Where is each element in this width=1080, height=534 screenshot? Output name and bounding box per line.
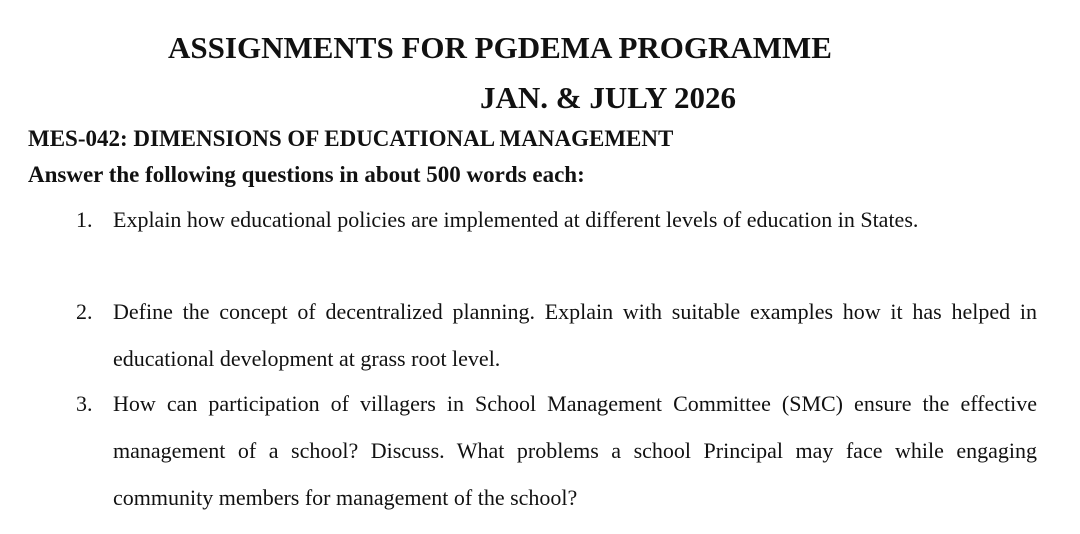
- course-heading: MES-042: DIMENSIONS OF EDUCATIONAL MANAGEMENT: [28, 126, 674, 151]
- document-session: JAN. & JULY 2026: [479, 80, 737, 115]
- question-number: 2.: [76, 299, 93, 324]
- instruction-text: Answer the following questions in about 500 words each:: [28, 162, 585, 187]
- question-text: Explain how educational policies are implemented at different levels of education in States.: [113, 207, 919, 232]
- question-number: 1.: [76, 207, 93, 232]
- question-text: Define the concept of decentralized planning. Explain with suitable examples how it has helped in educational development at grass root level.: [113, 299, 1037, 371]
- document-title: ASSIGNMENTS FOR PGDEMA PROGRAMME: [168, 30, 832, 65]
- question-number: 3.: [76, 391, 93, 416]
- question-text: How can participation of villagers in School Management Committee (SMC) ensure the effective management of a school? Discuss. What problems a school Principal may face while engaging community members for management of the school?: [113, 391, 1037, 510]
